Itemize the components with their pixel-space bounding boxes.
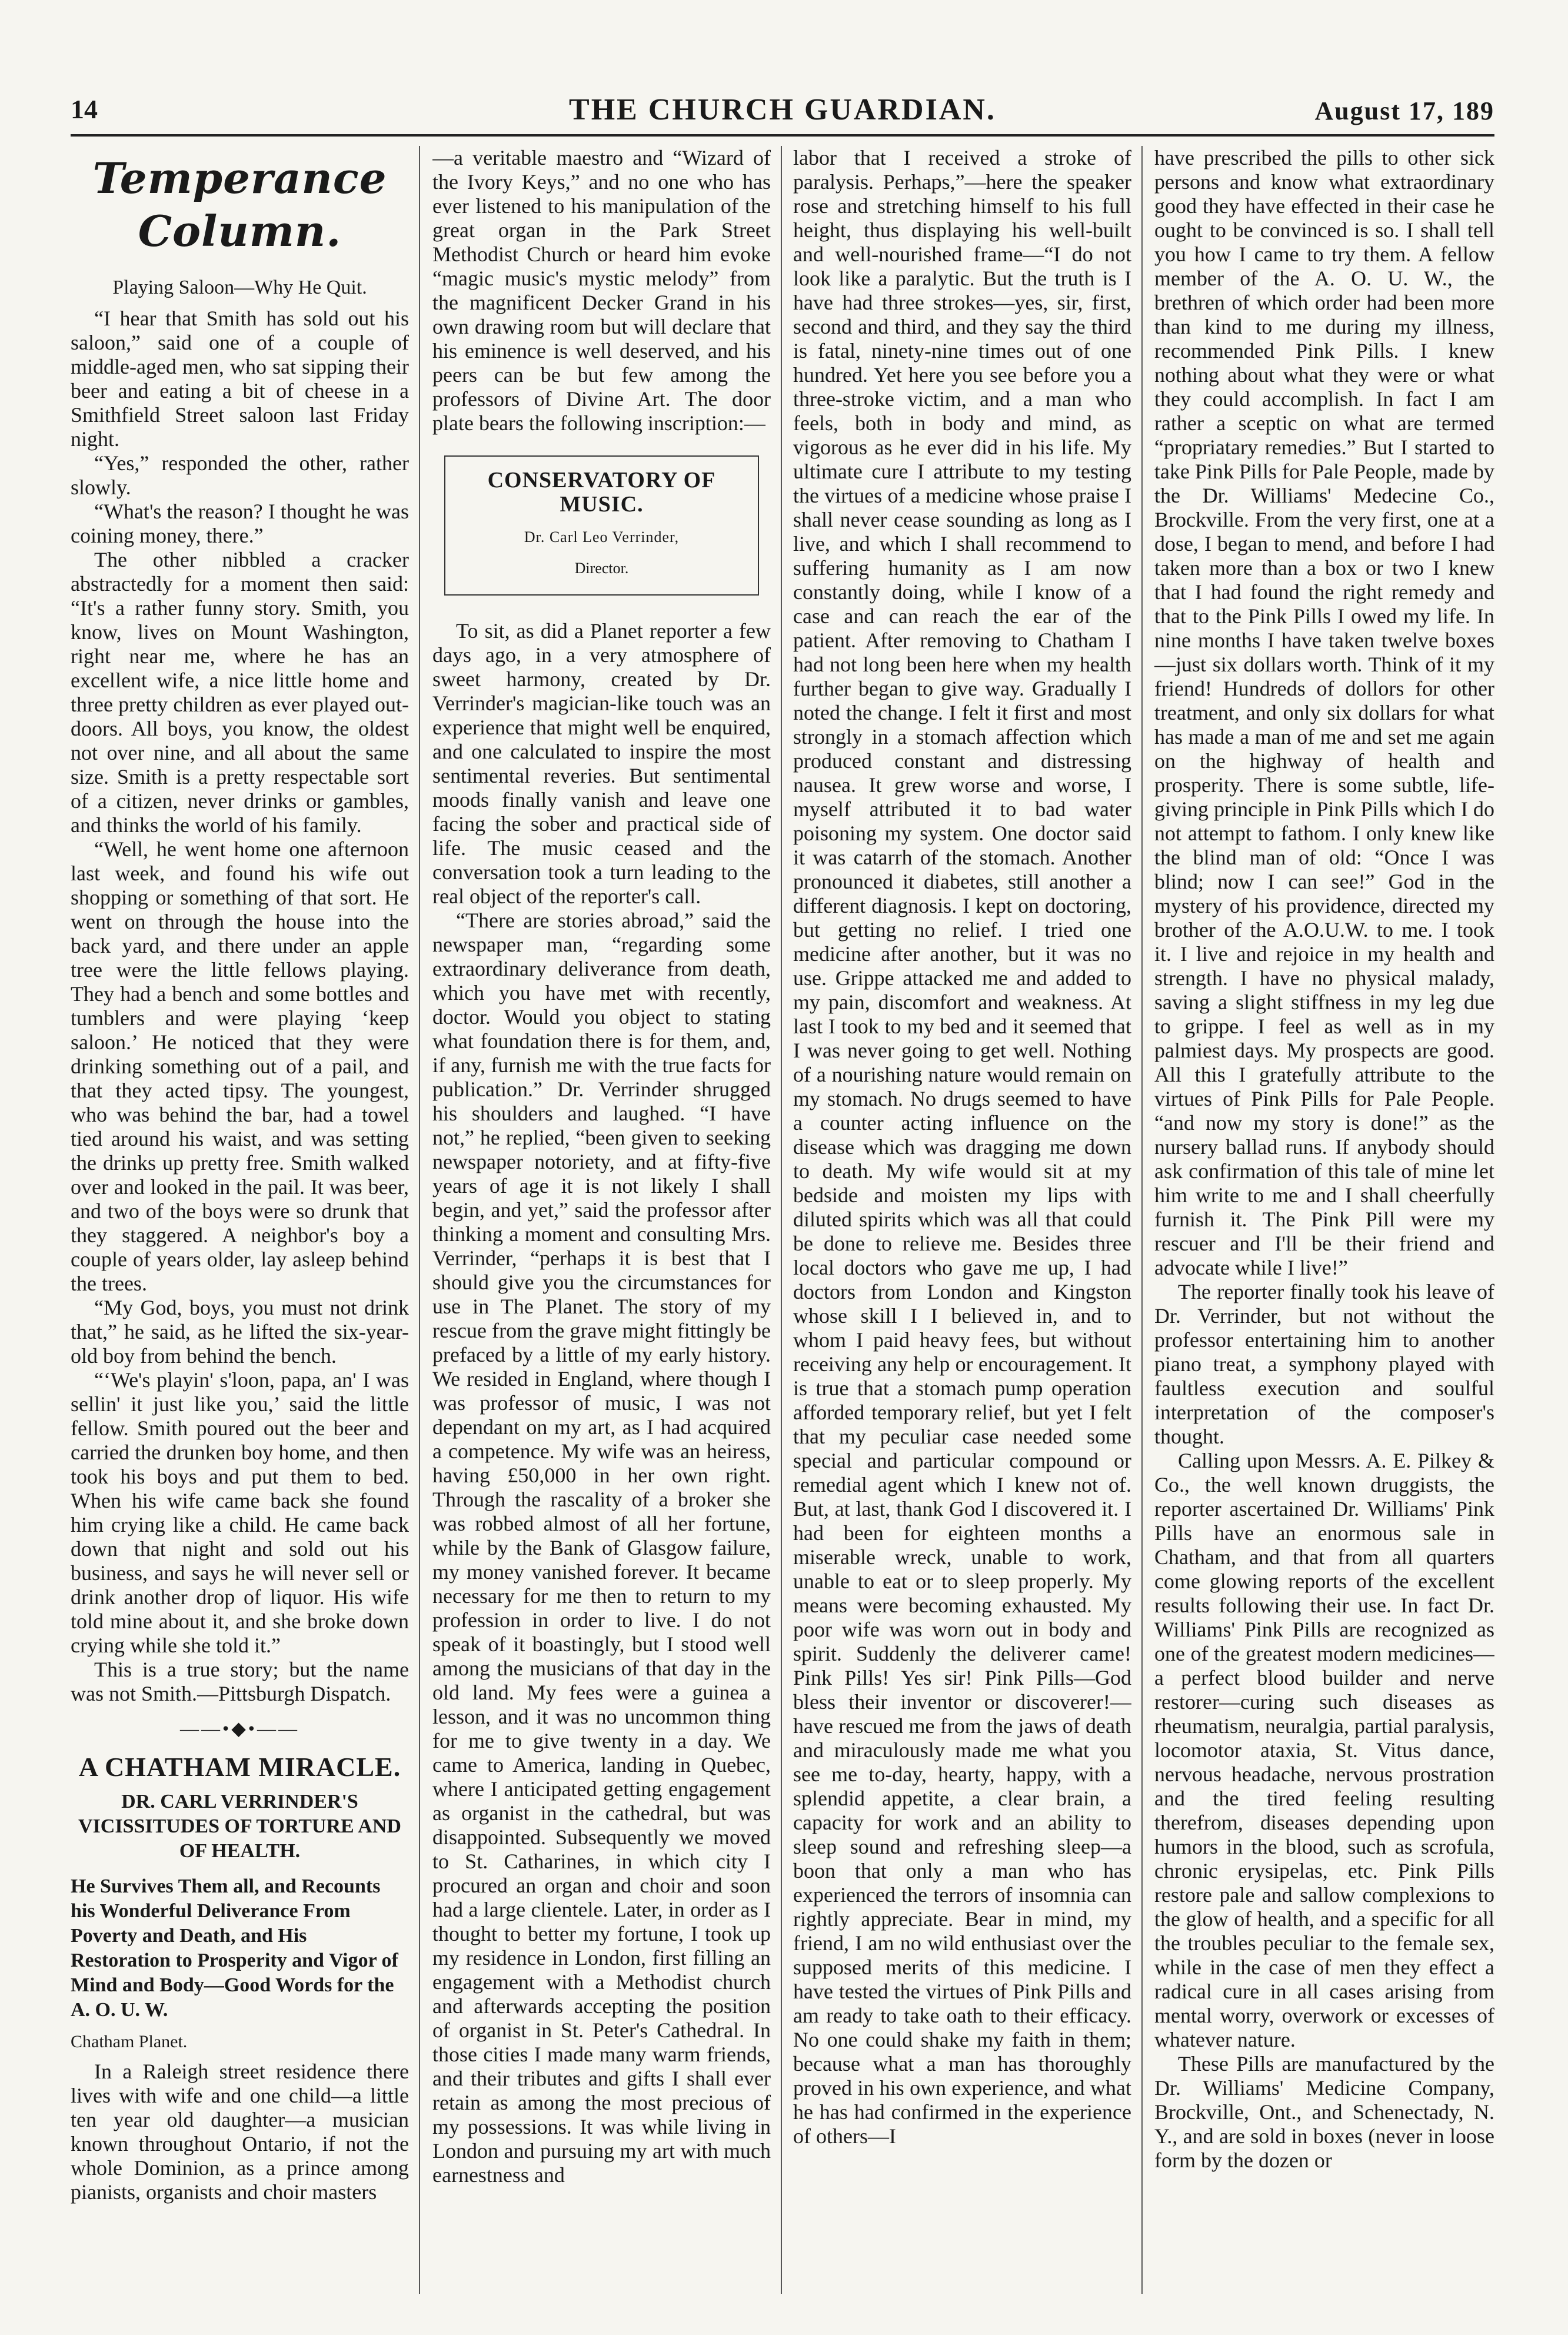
article-paragraph: To sit, as did a Planet reporter a few days ago, in a very atmosphere of sweet harmony, created by Dr. Verrinder's magician-like touch was an experience that might well be enquired, and one calculated to inspire the most sentimental reveries. But sentimental moods finally vanish and leave one facing the sober and practical side of life. The music ceased and the conversation took a turn leading to the real object of the reporter's call.	[432, 619, 771, 908]
article-paragraph: These Pills are manufactured by the Dr. Williams' Medicine Company, Brockville, Ont., and Schenectady, N. Y., and are sold in boxes (never in loose form by the dozen or	[1154, 2052, 1494, 2172]
source-credit: Chatham Planet.	[71, 2032, 188, 2051]
column-divider	[419, 146, 420, 2294]
article-paragraph: labor that I received a stroke of paralysis. Perhaps,”—here the speaker rose and stretching himself to his full height, thus displaying his well-built and well-nourished frame—“I do not look like a paralytic. But the truth is I have had three strokes—yes, sir, first, second and third, and they say the third is fatal, ninety-nine times out of one hundred. Yet here you see before you a three-stroke victim, and a man who feels, both in body and mind, as vigorous as he ever did in his life. My ultimate cure I attribute to my testing the virtues of a medicine whose praise I shall never cease sounding as long as I live, and which I shall recommend to suffering humanity as I am now constantly doing, while I know of a case and can reach the ear of the patient. After removing to Chatham I had not long been here when my health further began to give way. Gradually I noted the change. I felt it first and most strongly in a stomach affection which produced constant and distressing nausea. It grew worse and worse, I myself attributed it to bad water poisoning my system. One doctor said it was catarrh of the stomach. Another pronounced it diabetes, still another a different diagnosis. I kept on doctoring, but getting no relief. I tried one medicine after another, but it was no use. Grippe attacked me and added to my pain, discomfort and weakness. At last I took to my bed and it seemed that I was never going to get well. Nothing of a nourishing nature would remain on my stomach. No drugs seemed to have a counter acting influence on the disease which was dragging me down to death. My wife would sit at my bedside and moisten my lips with diluted spirits which was all that could be done to relieve me. Besides three local doctors who gave me up, I had doctors from London and Kingston whose skill I I believed in, and to whom I paid heavy fees, but without receiving any help or encouragement. It is true that a stomach pump operation afforded temporary relief, but yet I felt that my peculiar case needed some special and particular compound or remedial agent which I knew not of. But, at last, thank God I discovered it. I had been for eighteen months a miserable wreck, unable to work, unable to eat or to sleep properly. My means were becoming exhausted. My poor wife was worn out in body and spirit. Suddenly the deliverer came! Pink Pills! Yes sir! Pink Pills—God bless their inventor or discoverer!—have rescued me from the jaws of death and miraculously made me what you see me to-day, hearty, happy, with a splendid appetite, a clear brain, a capacity for work and an ability to sleep sound and refreshing sleep—a boon that only a man who has experienced the terrors of insomnia can rightly appreciate. Bear in mind, my friend, I am no wild enthusiast over the supposed merits of this medicine. I have tested the virtues of Pink Pills and am ready to take oath to their efficacy. No one could shake my faith in them; because what a man has thoroughly proved in his own experience, and what he has had confirmed in the experience of others—I	[793, 146, 1131, 2148]
article-paragraph: In a Raleigh street residence there lives with wife and one child—a little ten year old daughter—a musician known throughout Ontario, if not the whole Dominion, as a prince among pianists, organists and choir masters	[71, 2060, 409, 2204]
column-divider	[781, 146, 782, 2294]
article-paragraph: “Yes,” responded the other, rather slowly.	[71, 451, 409, 499]
column-1	[71, 146, 409, 2294]
issue-date: August 17, 189	[1314, 97, 1494, 125]
article-paragraph: “‘We's playin' s'loon, papa, an' I was sellin' it just like you,’ said the little fellow. Smith poured out the beer and carried the drunken boy home, and then took his boys and put them to bed. When his wife came back she found him crying like a child. He came back down that night and sold out his business, and says he will never sell or drink another drop of liquor. His wife told mine about it, and she broke down crying while she told it.”	[71, 1368, 409, 1657]
article-paragraph: have prescribed the pills to other sick persons and know what extraordinary good they have effected in their case he ought to be convinced is so. I shall tell you how I came to try them. A fellow member of the A. O. U. W., the brethren of which order had been more than kind to me during my illness, recommended Pink Pills. I knew nothing about what they were or what they could accomplish. In fact I am rather a sceptic on what are termed “propriatary remedies.” But I started to take Pink Pills for Pale People, made by the Dr. Williams' Medecine Co., Brockville. From the very first, one at a dose, I began to mend, and before I had taken more than a box or two I knew that I had found the right remedy and that to the Pink Pills I owed my life. In nine months I have taken twelve boxes—just six dollars worth. Think of it my friend! Hundreds of dollors for other treatment, and only six dollars for what has made a man of me and set me again on the highway of health and prosperity. There is some subtle, life-giving principle in Pink Pills which I do not attempt to fathom. I only knew like the blind man of old: “Once I was blind; now I can see!” God in the mystery of his providence, directed my brother of the A.O.U.W. to me. I took it. I live and rejoice in my health and strength. I have no physical malady, saving a slight stiffness in my leg due to grippe. I feel as well as in my palmiest days. My prospects are good. All this I gratefully attribute to the virtues of Pink Pills for Pale People. “and now my story is done!” as the nursery ballad runs. If anybody should ask confirmation of this tale of mine let him write to me and I shall cheerfully furnish it. The Pink Pill were my rescuer and I'll be their friend and advocate while I live!”	[1154, 146, 1494, 1279]
page-number: 14	[71, 94, 98, 124]
deck: He Survives Them all, and Recounts his Wonderful Deliverance From Poverty and Death, and His Restoration to Prosperity and Vigor of Mind and Body—Good Words for the A. O. U. W.	[71, 1875, 398, 2021]
article-paragraph: “I hear that Smith has sold out his saloon,” said one of a couple of middle-aged men, who sat sipping their beer and eating a bit of cheese in a Smithfield Street saloon last Friday night.	[71, 307, 409, 451]
article-paragraph: Calling upon Messrs. A. E. Pilkey & Co., the well known druggists, the reporter ascertained Dr. Williams' Pink Pills have an enormous sale in Chatham, and that from all quarters come glowing reports of the excellent results following their use. In fact Dr. Williams' Pink Pills are recognized as one of the greatest modern medicines—a perfect blood builder and nerve restorer—curing such diseases as rheumatism, neuralgia, partial paralysis, locomotor ataxia, St. Vitus dance, nervous headache, nervous prostration and the tired feeling resulting therefrom, diseases depending upon humors in the blood, such as scrofula, chronic erysipelas, etc. Pink Pills restore pale and sallow complexions to the glow of health, and a specific for all the troubles peculiar to the female sex, while in the case of men they effect a radical cure in all cases arising from mental worry, overwork or excesses of whatever nature.	[1154, 1449, 1494, 2051]
header-rule	[71, 134, 1494, 137]
section-title: Temperance Column.	[92, 153, 387, 256]
article-paragraph: “Well, he went home one afternoon last week, and found his wife out shopping or something of that sort. He went on through the house into the back yard, and there under an apple tree were the little fellows playing. They had a bench and some bottles and tumblers and were playing ‘keep saloon.’ He noticed that they were drinking something out of a pail, and that they acted tipsy. The youngest, who was behind the bar, had a towel tied around his waist, and was setting the drinks up pretty free. Smith walked over and looked in the pail. It was beer, and two of the boys were so drunk that they staggered. A neighbor's boy a couple of years older, lay asleep behind the trees.	[71, 837, 409, 1295]
door-plate-name: Dr. Carl Leo Verrinder,	[524, 528, 680, 546]
column-4	[1154, 146, 1494, 2294]
column-divider	[1141, 146, 1143, 2294]
door-plate	[444, 455, 759, 596]
article-paragraph: “What's the reason? I thought he was coining money, there.”	[71, 500, 409, 547]
door-plate-role: Director.	[574, 560, 629, 577]
door-plate-title: CONSERVATORY OF MUSIC.	[487, 468, 716, 517]
separator-ornament: ——•◆•——	[179, 1718, 299, 1739]
article-paragraph: “My God, boys, you must not drink that,” he said, as he lifted the six-year-old boy from behind the bench.	[71, 1296, 409, 1368]
article-paragraph: The reporter finally took his leave of Dr. Verrinder, but not without the professor entertaining him to another piano treat, a symphony played with faultless execution and soulful interpretation of the composer's thought.	[1154, 1280, 1494, 1448]
article-paragraph: The other nibbled a cracker abstractedly for a moment then said: “It's a rather funny story. Smith, you know, lives on Mount Washington, right near me, where he has an excellent wife, a nice little home and three pretty children as ever played out-doors. All boys, you know, the oldest not over nine, and all about the same size. Smith is a pretty respectable sort of a citizen, never drinks or gambles, and thinks the world of his family.	[71, 548, 409, 837]
headline: A CHATHAM MIRACLE.	[78, 1752, 401, 1782]
subheadline: DR. CARL VERRINDER'S VICISSITUDES OF TORTURE AND OF HEALTH.	[78, 1791, 401, 1862]
masthead: THE CHURCH GUARDIAN.	[569, 93, 996, 127]
story-title: Playing Saloon—Why He Quit.	[112, 277, 367, 298]
column-2	[432, 146, 771, 2294]
page-header	[71, 91, 1494, 127]
article-paragraph: “There are stories abroad,” said the newspaper man, “regarding some extraordinary deliverance from death, which you have met with recently, doctor. Would you object to stating what foundation there is for them, and, if any, furnish me with the true facts for publication.” Dr. Verrinder shrugged his shoulders and laughed. “I have not,” he replied, “been given to seeking newspaper notoriety, and at fifty-five years of age it is not likely I shall begin, and yet,” said the professor after thinking a moment and consulting Mrs. Verrinder, “perhaps it is best that I should give you the circumstances for use in The Planet. The story of my rescue from the grave might fittingly be prefaced by a little of my early history. We resided in England, where though I was professor of music, I was not dependant on my art, as I had acquired a competence. My wife was an heiress, having £50,000 in her own right. Through the rascality of a broker she was robbed almost of all her fortune, while by the Bank of Glasgow failure, my money vanished forever. It became necessary for me then to return to my profession in order to live. I do not speak of it boastingly, but I stood well among the musicians of that day in the old land. My fees were a guinea a lesson, and it was no uncommon thing for me to give twenty in a day. We came to America, landing in Quebec, where I anticipated getting engagement as organist in the cathedral, but was disappointed. Subsequently we moved to St. Catharines, in which city I procured an organ and choir and soon had a large clientele. Later, in order as I thought to better my fortune, I took up my residence in London, first filling an engagement with a Methodist church and afterwards accepting the position of organist in St. Peter's Cathedral. In those cities I made many warm friends, and their tributes and gifts I shall ever retain as among the most precious of my possessions. It was while living in London and pursuing my art with much earnestness and	[432, 909, 771, 2187]
article-paragraph: This is a true story; but the name was not Smith.—Pittsburgh Dispatch.	[71, 1658, 409, 1705]
column-3	[793, 146, 1131, 2294]
article-paragraph: —a veritable maestro and “Wizard of the Ivory Keys,” and no one who has ever listened to his manipulation of the great organ in the Park Street Methodist Church or heard him evoke “magic music's mystic melody” from the magnificent Decker Grand in his own drawing room but will declare that his eminence is well deserved, and his peers can be but few among the professors of Divine Art. The door plate bears the following inscription:—	[432, 146, 771, 435]
